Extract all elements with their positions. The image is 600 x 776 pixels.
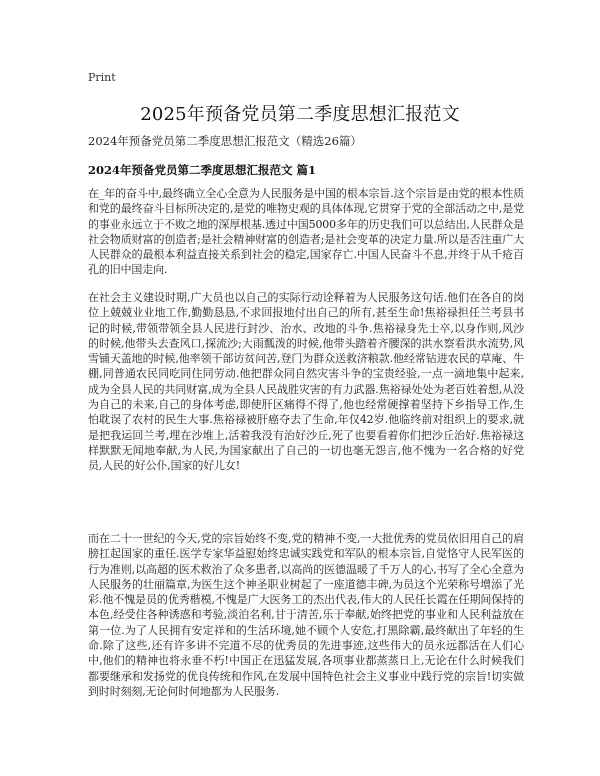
section-heading: 2024年预备党员第二季度思想汇报范文 篇1 (88, 163, 317, 177)
body-paragraph-3: 而在二十一世纪的今天,党的宗旨始终不变,党的精神不变,一大批优秀的党员依旧用自己的肩膀扛起国家的重任.医学专家华益慰始终忠诚实践党和军队的根本宗旨,自觉恪守人民军医的行为准则,以高超的医术救治了众多患者,以高尚的医德温暖了千万人的心,书写了全心全意为人民服务的壮丽篇章,为医生这个神圣职业树起了一座道德丰碑,为员这个光荣称号增添了光彩.他不愧是员的优秀楷模,不愧是广大医务工的杰出代表,伟大的人民任长霞在任期间保持的本色,经受住各种诱惑和考验,淡泊名利,甘于清苦,乐于奉献,始终把党的事业和人民利益放在第一位.为了人民拥有安定祥和的生活环境,她不顾个人安危,打黑除霸,最终献出了年轻的生命.除了这些,还有许多讲不完道不尽的优秀员的先进事迹,这些伟大的员永远都活在人们心中,他们的精神也将永垂不朽!中国正在迅猛发展,各项事业都蒸蒸日上,无论在什么时候我们都要继承和发扬党的优良传统和作风,在发展中国特色社会主义事业中践行党的宗旨!切实做到时时刻刻,无论何时何地都为人民服务. (88, 532, 524, 698)
body-paragraph-1: 在_年的奋斗中,最终确立全心全意为人民服务是中国的根本宗旨.这个宗旨是由党的根本性质和党的最终奋斗目标所决定的,是党的唯物史观的具体体现,它贯穿于党的全部活动之中,是党的事业永远立于不败之地的深厚根基.透过中国5000多年的历史我们可以总结出,人民群众是社会物质财富的创造者;是社会精神财富的创造者;是社会变革的决定力量.所以是否注重广大人民群众的最根本利益直接关系到社会的稳定,国家存亡.中国人民奋斗不息,并终于从千疮百孔的旧中国走向. (88, 187, 524, 277)
body-paragraph-2: 在社会主义建设时期,广大员也以自己的实际行动诠释着为人民服务这句话.他们在各自的岗位上兢兢业业地工作,勤勤恳恳,不求回报地付出自己的所有,甚至生命!焦裕禄担任兰考县书记的时候,带领带领全县人民进行封沙、治水、改地的斗争.焦裕禄身先士卒,以身作则,风沙的时候,他带头去查风口,探流沙;大雨瓢泼的时候,他带头踏着齐腰深的洪水察看洪水流势,风雪铺天盖地的时候,他率领干部访贫问苦,登门为群众送救济粮款.他经常钻进农民的草庵、牛棚,同普通农民同吃同住同劳动.他把群众同自然灾害斗争的宝贵经验,一点一滴地集中起来,成为全县人民的共同财富,成为全县人民战胜灾害的有力武器.焦裕禄处处为老百姓着想,从没为自己的未来,自己的身体考虑,即使肝区痛得不得了,他也经常硬撑着坚持下乡指导工作,生怕耽误了农村的民生大事.焦裕禄被肝癌夺去了生命,年仅42岁.他临终前对组织上的要求,就是把我运回兰考,埋在沙堆上,活着我没有治好沙丘,死了也要看着你们把沙丘治好.焦裕禄这样默默无闻地奉献,为人民,为国家献出了自己的一切也毫无怨言,他不愧为一名合格的好党员,人民的好公仆,国家的好儿女! (88, 291, 524, 473)
page-title: 2025年预备党员第二季度思想汇报范文 (140, 104, 460, 125)
document-subtitle: 2024年预备党员第二季度思想汇报范文（精选26篇） (88, 134, 362, 148)
print-label: Print (88, 71, 116, 84)
